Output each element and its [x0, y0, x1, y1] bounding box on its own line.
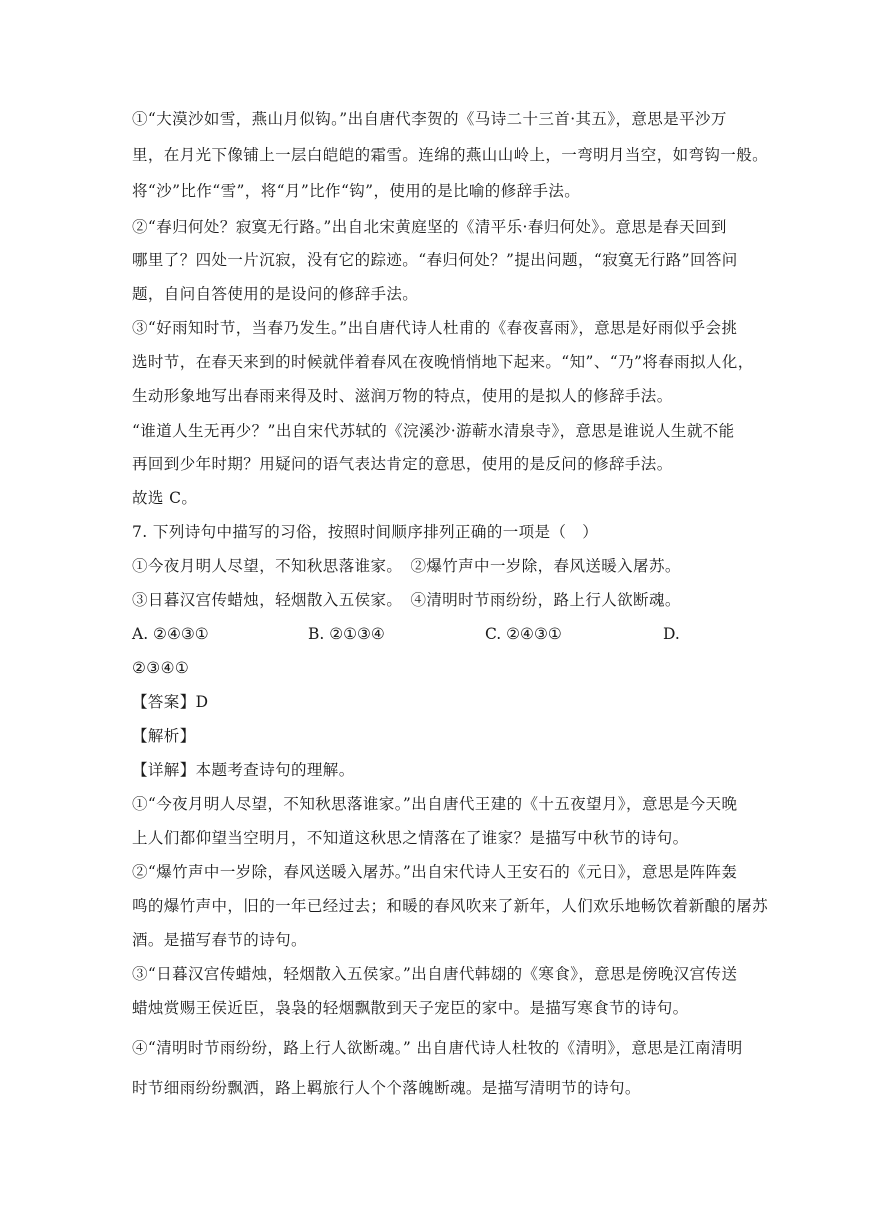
- text-line: 再回到少年时期？用疑问的语气表达肯定的意思，使用的是反问的修辞手法。: [132, 455, 673, 473]
- text-line: 上人们都仰望当空明月，不知道这秋思之情落在了谁家？是描写中秋节的诗句。: [132, 829, 689, 847]
- text-line: 题，自问自答使用的是设问的修辞手法。: [132, 285, 419, 303]
- text-line: ④“清明时节雨纷纷，路上行人欲断魂。” 出自唐代诗人杜牧的《清明》，意思是江南清明: [132, 1039, 743, 1057]
- option-d: D.: [663, 625, 680, 643]
- option-a: A. ②④③①: [132, 625, 209, 643]
- text-line: 选时节，在春天来到的时候就伴着春风在夜晚悄悄地下起来。“知”、“乃”将春雨拟人化，: [132, 353, 754, 371]
- text-line: ③“好雨知时节，当春乃发生。”出自唐代诗人杜甫的《春夜喜雨》，意思是好雨似乎会挑: [132, 319, 738, 337]
- text-line: 酒。是描写春节的诗句。: [132, 931, 307, 949]
- analysis-label: 【解析】: [132, 727, 196, 745]
- text-line: 哪里了？四处一片沉寂，没有它的踪迹。“春归何处？”提出问题，“寂寞无行路”回答问: [132, 251, 738, 269]
- detail-label: 【详解】本题考查诗句的理解。: [132, 761, 355, 779]
- option-d-value: ②③④①: [132, 659, 190, 677]
- option-c: C. ②④③①: [485, 625, 562, 643]
- text-line: ①“今夜月明人尽望，不知秋思落谁家。”出自唐代王建的《十五夜望月》，意思是今天晚: [132, 795, 738, 813]
- poem-line: ③日暮汉宫传蜡烛，轻烟散入五侯家。 ④清明时节雨纷纷，路上行人欲断魂。: [132, 591, 681, 609]
- text-line: 生动形象地写出春雨来得及时、滋润万物的特点，使用的是拟人的修辞手法。: [132, 387, 673, 405]
- answer-label: 【答案】D: [132, 693, 209, 711]
- text-line: 故选 C。: [132, 489, 198, 507]
- text-line: 里，在月光下像铺上一层白皑皑的霜雪。连绵的燕山山岭上，一弯明月当空，如弯钩一般。: [132, 146, 769, 164]
- text-line: ②“爆竹声中一岁除，春风送暖入屠苏。”出自宋代诗人王安石的《元日》，意思是阵阵轰: [132, 863, 738, 881]
- text-line: 蜡烛赏赐王侯近臣，袅袅的轻烟飘散到天子宠臣的家中。是描写寒食节的诗句。: [132, 999, 689, 1017]
- text-line: 时节细雨纷纷飘洒，路上羁旅行人个个落魄断魂。是描写清明节的诗句。: [132, 1079, 641, 1097]
- text-line: 鸣的爆竹声中，旧的一年已经过去；和暖的春风吹来了新年，人们欢乐地畅饮着新酿的屠苏: [132, 897, 769, 915]
- question-stem: 7. 下列诗句中描写的习俗，按照时间顺序排列正确的一项是（ ）: [132, 523, 599, 541]
- text-line: ②“春归何处？寂寞无行路。”出自北宋黄庭坚的《清平乐·春归何处》。意思是春天回到: [132, 218, 727, 236]
- text-line: 将“沙”比作“雪”，将“月”比作“钩”，使用的是比喻的修辞手法。: [132, 182, 581, 200]
- poem-line: ①今夜月明人尽望，不知秋思落谁家。 ②爆竹声中一岁除，春风送暖入屠苏。: [132, 557, 681, 575]
- text-line: “谁道人生无再少？”出自宋代苏轼的《浣溪沙·游蕲水清泉寺》，意思是谁说人生就不能: [132, 422, 735, 440]
- text-line: ③“日暮汉宫传蜡烛，轻烟散入五侯家。”出自唐代韩翃的《寒食》，意思是傍晚汉宫传送: [132, 965, 738, 983]
- text-line: ①“大漠沙如雪，燕山月似钩。”出自唐代李贺的《马诗二十三首·其五》，意思是平沙万: [132, 110, 727, 128]
- option-b: B. ②①③④: [308, 625, 385, 643]
